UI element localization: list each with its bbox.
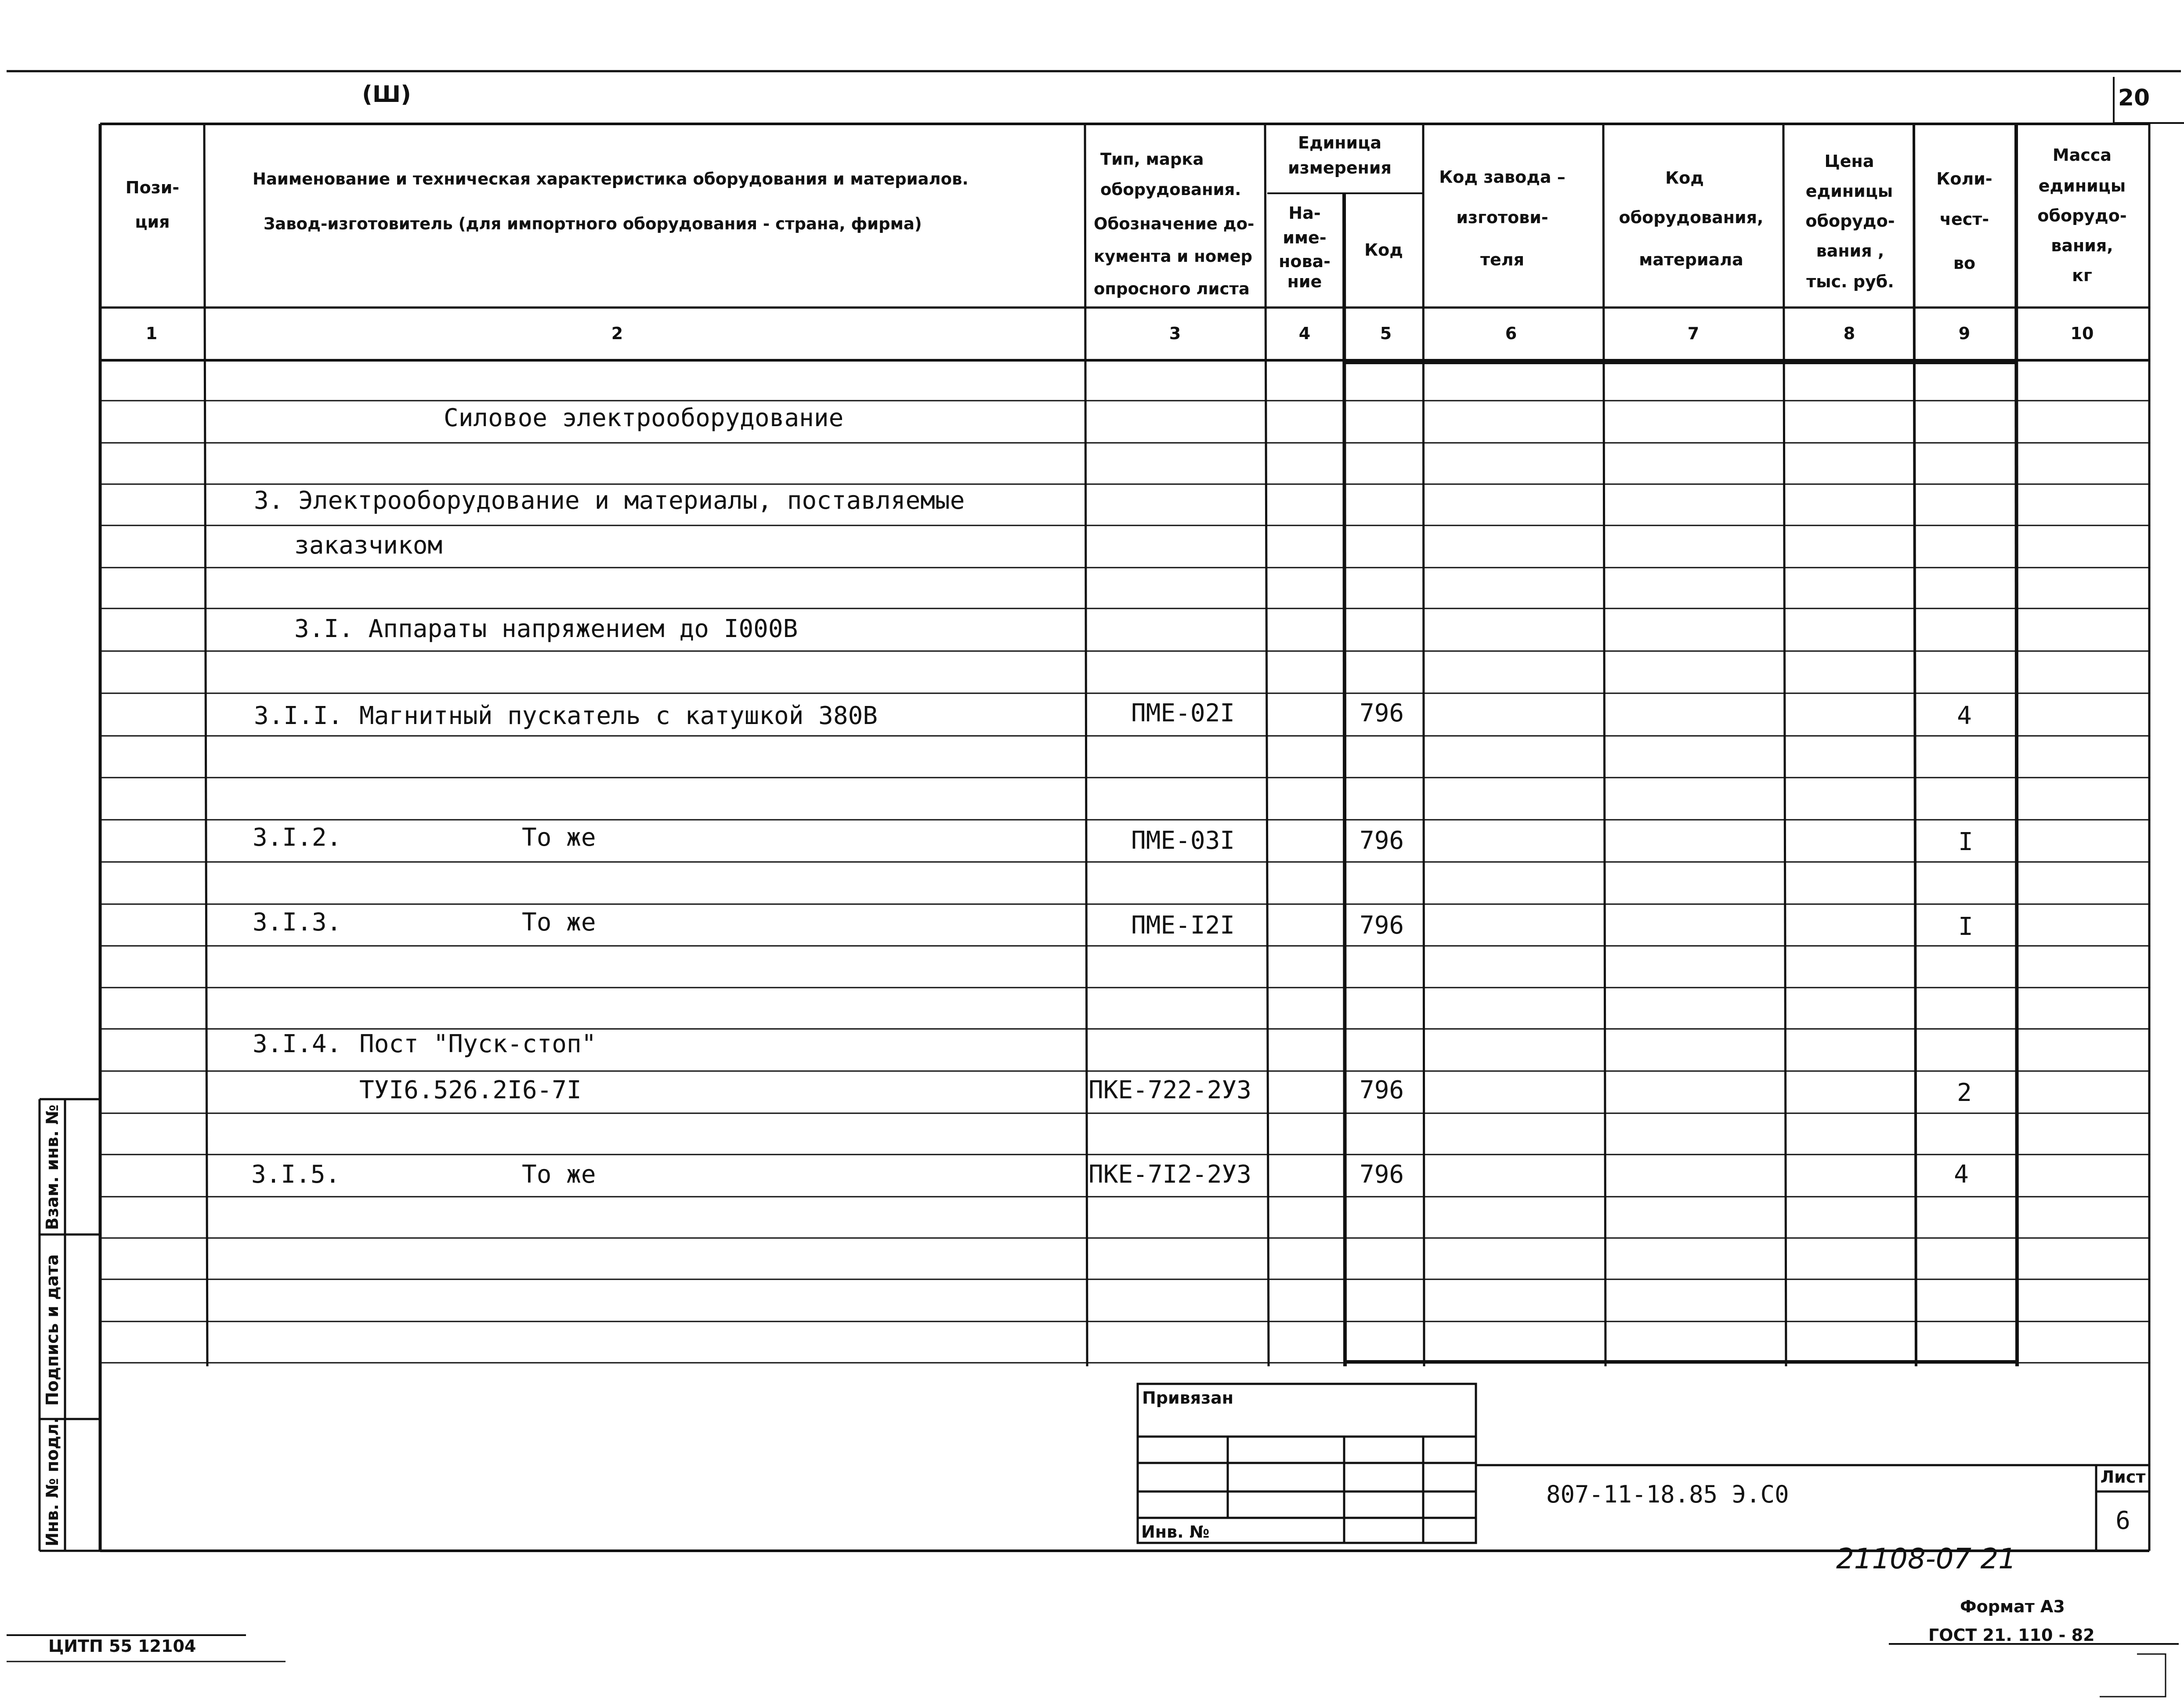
header-col8 (1805, 152, 1895, 291)
header-col6-line: изготови- (1456, 208, 1548, 227)
row-position: 3.I.2. (253, 823, 342, 852)
row-quantity: I (1958, 828, 1973, 856)
header-col3 (1094, 150, 1254, 298)
header-col10-line: вания, (2051, 236, 2113, 255)
header-col1-line: ция (135, 212, 170, 232)
header-col1-line: Пози- (125, 178, 180, 197)
column-number: 1 (145, 324, 158, 343)
row-name: То же (522, 1160, 596, 1189)
column-number: 7 (1687, 324, 1699, 343)
section-heading: 3. Электрооборудование и материалы, поставляемые (254, 486, 965, 515)
column-number: 5 (1380, 324, 1392, 343)
handwritten-code: 21108-07 21 (1836, 1543, 2016, 1575)
header-col3-line: опросного листа (1094, 279, 1250, 298)
row-position: 3.I.3. (253, 908, 342, 937)
row-code: 796 (1360, 1160, 1404, 1189)
header-col9 (1936, 169, 1992, 273)
column-number: 9 (1958, 324, 1971, 343)
corner-mark (2100, 1654, 2166, 1697)
header-col6-line: Код завода – (1439, 167, 1566, 187)
header-col9-line: Коли- (1936, 169, 1992, 188)
side-labels (43, 1104, 62, 1546)
header-unit-line: Единица (1298, 133, 1381, 152)
header-col6-line: теля (1480, 250, 1525, 269)
table-row (254, 699, 1972, 730)
row-quantity: 2 (1957, 1079, 1972, 1107)
row-name: ТУI6.526.2I6-7I (359, 1076, 582, 1104)
format-label: Формат А3 (1960, 1597, 2065, 1616)
row-type: ПКЕ-7I2-2УЗ (1088, 1160, 1251, 1189)
row-name: То же (522, 908, 596, 937)
row-name: То же (522, 823, 596, 852)
header-col9-line: во (1953, 253, 1976, 273)
header-col2 (253, 170, 969, 233)
row-quantity: I (1958, 912, 1973, 941)
header-col1 (126, 178, 179, 232)
header-col9-line: чест- (1939, 210, 1989, 229)
header-col10 (2037, 145, 2126, 285)
row-type: ПМЕ-02I (1131, 699, 1235, 728)
header-col7 (1619, 168, 1764, 269)
column-number: 4 (1298, 324, 1311, 343)
header-col3-line: Тип, марка (1100, 150, 1204, 169)
stamp-grid (1138, 1384, 2149, 1551)
header-col10-line: оборудо- (2037, 206, 2127, 225)
row-position: 3.I.4. (253, 1030, 342, 1058)
column-number: 6 (1505, 324, 1517, 343)
row-type: ПКЕ-722-2УЗ (1088, 1076, 1251, 1104)
tsitp-label: ЦИТП 55 12104 (48, 1636, 196, 1656)
gost-label: ГОСТ 21. 110 - 82 (1928, 1625, 2095, 1645)
table-row (359, 1076, 1972, 1107)
row-code: 796 (1360, 826, 1404, 855)
row-code: 796 (1360, 699, 1404, 728)
stamp-privyazan: Привязан (1142, 1388, 1234, 1408)
header-col5: Код (1364, 240, 1403, 260)
column-number: 2 (611, 324, 623, 343)
header-col4-line: ние (1287, 272, 1322, 291)
row-name: Пост "Пуск-стоп" (359, 1030, 597, 1058)
header-col8-line: оборудо- (1805, 211, 1895, 231)
row-type: ПМЕ-I2I (1131, 911, 1235, 940)
stamp-inv-no: Инв. № (1141, 1522, 1210, 1542)
section-title: Силовое электрооборудование (444, 404, 844, 432)
table-row (253, 1030, 596, 1058)
column-number: 10 (2070, 324, 2094, 343)
side-label-podpis: Подпись и дата (43, 1254, 62, 1406)
table-row (253, 823, 1973, 856)
header-col3-line: Обозначение до- (1094, 214, 1255, 233)
header-col2-line: Завод-изготовитель (для импортного оборудования - страна, фирма) (264, 214, 922, 233)
column-number: 8 (1843, 324, 1855, 343)
header-unit-group (1288, 133, 1392, 177)
header-col4-line: нова- (1279, 252, 1331, 271)
row-name: Магнитный пускатель с катушкой 380В (359, 702, 878, 730)
section-heading-continued: заказчиком (294, 531, 443, 560)
header-col10-line: единицы (2038, 176, 2126, 195)
row-type: ПМЕ-03I (1131, 826, 1235, 855)
header-col4 (1279, 203, 1331, 291)
table-header (126, 133, 2127, 298)
header-col8-line: тыс. руб. (1806, 272, 1894, 291)
header-col8-line: единицы (1805, 181, 1893, 201)
list-label: Лист (2100, 1467, 2146, 1487)
column-numbers (146, 324, 2094, 343)
side-label-vzam: Взам. инв. № (43, 1104, 62, 1230)
header-unit-line: измерения (1288, 158, 1392, 177)
header-col7-line: Код (1665, 168, 1704, 188)
list-number: 6 (2115, 1506, 2130, 1535)
header-col3-line: кумента и номер (1094, 247, 1253, 266)
sheet-number: 20 (2118, 85, 2150, 111)
header-col3-line: оборудования. (1100, 180, 1241, 199)
subsection-heading: 3.I. Аппараты напряжением до I000В (294, 615, 798, 643)
row-quantity: 4 (1957, 702, 1972, 730)
header-col7-line: оборудования, (1619, 208, 1764, 227)
row-position: 3.I.I. (254, 702, 343, 730)
header-col8-line: вания , (1816, 241, 1884, 261)
row-quantity: 4 (1954, 1160, 1969, 1189)
roman-mark: (Ш) (362, 81, 411, 108)
table-row (251, 1160, 1969, 1189)
row-code: 796 (1360, 1076, 1404, 1104)
row-position: 3.I.5. (251, 1160, 340, 1189)
document-code: 807-11-18.85 Э.С0 (1546, 1481, 1789, 1508)
column-number: 3 (1169, 324, 1181, 343)
header-col2-line: Наименование и техническая характеристика оборудования и материалов. (253, 170, 969, 188)
header-col4-line: име- (1283, 228, 1327, 247)
header-col10-line: кг (2072, 266, 2092, 285)
header-col4-line: На- (1288, 203, 1321, 223)
table-row (253, 908, 1973, 941)
header-col7-line: материала (1639, 250, 1743, 269)
header-col6 (1439, 167, 1566, 269)
row-code: 796 (1360, 911, 1404, 940)
header-col8-line: Цена (1824, 152, 1874, 171)
header-col10-line: Масса (2052, 145, 2112, 165)
side-label-inv: Инв. № подл. (43, 1417, 62, 1546)
